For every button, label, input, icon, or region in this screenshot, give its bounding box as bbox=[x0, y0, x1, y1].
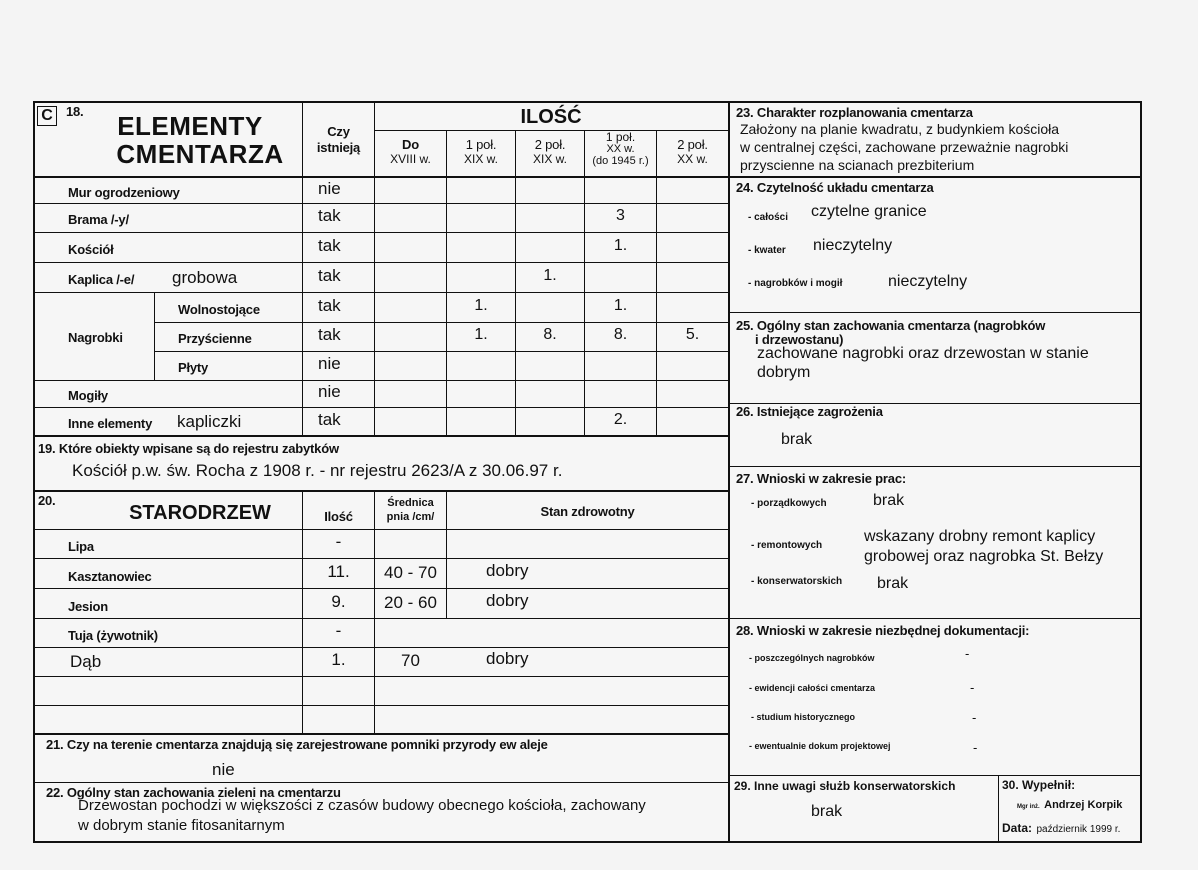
period-2-l2: XIX w. bbox=[463, 152, 498, 166]
q20-health-header: Stan zdrowotny bbox=[540, 504, 635, 519]
element-row-exists: tak bbox=[318, 295, 341, 315]
q24-item-1-label: - całości bbox=[748, 212, 789, 223]
q22-value-line1: Drzewostan pochodzi w większości z czasów budowy obecnego kościoła, zachowany bbox=[78, 797, 646, 814]
q27-kons-label: - konserwatorskich bbox=[751, 576, 843, 587]
q27-porz-value: brak bbox=[873, 492, 905, 509]
element-row-exists: tak bbox=[318, 265, 341, 285]
tree-row-name: Tuja (żywotnik) bbox=[68, 628, 158, 643]
tree-row-health: dobry bbox=[486, 560, 529, 580]
q23-label: 23. Charakter rozplanowania cmentarza bbox=[736, 105, 973, 120]
period-2-l1: 1 poł. bbox=[465, 137, 497, 152]
element-row-label: Inne elementy bbox=[68, 415, 153, 431]
tree-row-health: dobry bbox=[486, 649, 529, 668]
element-row-count: 1. bbox=[613, 236, 628, 254]
q19-value: Kościół p.w. św. Rocha z 1908 r. - nr rejestru 2623/A z 30.06.97 r. bbox=[72, 461, 563, 480]
q27-porz-label: - porządkowych bbox=[751, 498, 827, 509]
q22-label: 22. Ogólny stan zachowania zieleni na cmentarzu bbox=[46, 785, 341, 800]
q27-rem-value-l2: grobowej oraz nagrobka St. Bełzy bbox=[864, 548, 1104, 565]
section-title-line1: ELEMENTY bbox=[117, 111, 263, 141]
element-row-count: 1. bbox=[543, 266, 557, 284]
period-3-l1: 2 poł. bbox=[534, 137, 566, 152]
q20-title: STARODRZEW bbox=[129, 502, 271, 524]
q24-item-3-value: nieczytelny bbox=[888, 273, 968, 290]
tree-row-diameter: 20 - 60 bbox=[384, 592, 437, 612]
period-header-1 bbox=[375, 137, 446, 166]
element-row-exists: tak bbox=[318, 235, 341, 255]
q27-kons-value: brak bbox=[877, 575, 909, 592]
item-number: 18. bbox=[66, 104, 84, 119]
element-row-exists: nie bbox=[318, 178, 341, 198]
element-row-label: Wolnostojące bbox=[178, 301, 260, 317]
q21-value: nie bbox=[212, 760, 235, 779]
element-row-count: 5. bbox=[685, 326, 700, 343]
section-title-line2: CMENTARZA bbox=[116, 139, 284, 169]
q28-item-3-value: - bbox=[972, 710, 977, 725]
tree-row-count: - bbox=[335, 621, 342, 640]
q25-label-l1: 25. Ogólny stan zachowania cmentarza (nagrobków bbox=[736, 318, 1046, 333]
q20-count-header: Ilość bbox=[324, 509, 353, 524]
section-letter-box: C bbox=[37, 106, 57, 126]
q30-date-value: październik 1999 r. bbox=[1036, 824, 1121, 835]
tree-row-name: Dąb bbox=[70, 652, 102, 671]
period-header-5 bbox=[657, 137, 728, 166]
q28-item-1-label: - poszczególnych nagrobków bbox=[749, 653, 875, 663]
period-header-3 bbox=[516, 137, 584, 166]
q23-line3: przyscienne na scianach prezbiterium bbox=[740, 157, 975, 173]
q28-item-2-value: - bbox=[970, 680, 975, 695]
element-row-count: 1. bbox=[474, 326, 488, 343]
exists-header-l2: istnieją bbox=[316, 140, 361, 155]
period-1-l1: Do bbox=[402, 137, 419, 152]
q27-rem-label: - remontowych bbox=[751, 540, 823, 551]
element-row-label: Kaplica /-e/ bbox=[68, 271, 135, 287]
element-row-exists: nie bbox=[318, 382, 341, 401]
q30-title-prefix: Mgr inż. bbox=[1017, 804, 1040, 810]
q28-label: 28. Wnioski w zakresie niezbędnej dokumentacji: bbox=[736, 623, 1030, 638]
tree-row-count: 9. bbox=[331, 591, 346, 611]
q20-diam-l2: pnia /cm/ bbox=[386, 511, 435, 523]
tree-row-diameter: 70 bbox=[401, 651, 420, 670]
q26-value: brak bbox=[781, 431, 813, 448]
period-5-l2: XX w. bbox=[677, 152, 708, 166]
q28-item-4-label: - ewentualnie dokum projektowej bbox=[749, 741, 891, 751]
element-row-exists: tak bbox=[318, 206, 341, 225]
q24-label: 24. Czytelność układu cmentarza bbox=[736, 180, 934, 195]
q21-label: 21. Czy na terenie cmentarza znajdują się zarejestrowane pomniki przyrody ew aleje bbox=[46, 737, 548, 752]
period-header-2 bbox=[447, 137, 515, 166]
q23-line2: w centralnej części, zachowane przeważnie nagrobki bbox=[740, 139, 1069, 155]
element-row-count: 1. bbox=[474, 296, 488, 314]
q25-value-l2: dobrym bbox=[757, 364, 811, 381]
q20-number: 20. bbox=[38, 493, 56, 508]
q30-label: 30. Wypełnił: bbox=[1002, 778, 1076, 792]
q28-item-3-label: - studium historycznego bbox=[751, 712, 856, 722]
q28-item-2-label: - ewidencji całości cmentarza bbox=[749, 683, 876, 693]
element-row-label: Kościół bbox=[68, 241, 114, 257]
q20-diam-header bbox=[375, 496, 446, 524]
period-3-l2: XIX w. bbox=[532, 152, 567, 166]
element-row-exists: nie bbox=[318, 354, 341, 373]
q28-item-4-value: - bbox=[973, 740, 978, 755]
tree-row-name: Lipa bbox=[68, 539, 94, 554]
q29-value: brak bbox=[811, 803, 843, 820]
element-row-label: Mogiły bbox=[68, 388, 108, 403]
q25-value-l1: zachowane nagrobki oraz drzewostan w stanie bbox=[757, 345, 1089, 362]
element-row-extra: grobowa bbox=[172, 267, 238, 287]
q24-item-2-label: - kwater bbox=[748, 245, 786, 256]
quantity-header: ILOŚĆ bbox=[520, 106, 582, 128]
element-row-extra: kapliczki bbox=[177, 411, 242, 431]
q30-date bbox=[1002, 819, 1120, 837]
q28-item-1-value: - bbox=[965, 646, 970, 661]
q27-label: 27. Wnioski w zakresie prac: bbox=[736, 471, 906, 486]
q24-item-2-value: nieczytelny bbox=[813, 237, 893, 254]
element-row-exists: tak bbox=[318, 325, 341, 344]
element-row-count: 3 bbox=[616, 207, 625, 224]
tree-row-count: 1. bbox=[331, 650, 346, 669]
q19-label: 19. Które obiekty wpisane są do rejestru zabytków bbox=[38, 441, 339, 456]
q30-date-label: Data: bbox=[1002, 821, 1033, 835]
q26-label: 26. Istniejące zagrożenia bbox=[736, 404, 883, 419]
period-header-4 bbox=[585, 131, 656, 167]
element-row-label: Przyścienne bbox=[178, 331, 252, 346]
q24-item-3-label: - nagrobków i mogił bbox=[748, 278, 843, 289]
q22-value-line2: w dobrym stanie fitosanitarnym bbox=[78, 817, 285, 834]
q25-label-l2: i drzewostanu) bbox=[755, 332, 844, 347]
nagrobki-label: Nagrobki bbox=[68, 330, 123, 345]
exists-header-l1: Czy bbox=[327, 124, 350, 139]
period-4-l3: (do 1945 r.) bbox=[592, 155, 649, 167]
element-row-label: Płyty bbox=[178, 360, 209, 375]
period-5-l1: 2 poł. bbox=[677, 137, 708, 152]
element-row-count: 8. bbox=[613, 326, 628, 343]
period-1-l2: XVIII w. bbox=[390, 152, 431, 166]
q30-signer bbox=[1017, 795, 1122, 813]
q24-item-1-value: czytelne granice bbox=[811, 203, 927, 220]
element-row-count: 1. bbox=[613, 296, 628, 314]
element-row-count: 8. bbox=[543, 326, 557, 343]
tree-row-name: Kasztanowiec bbox=[68, 568, 152, 584]
period-4-l2: XX w. bbox=[606, 143, 635, 155]
q23-line1: Założony na planie kwadratu, z budynkiem kościoła bbox=[740, 121, 1060, 137]
q29-label: 29. Inne uwagi służb konserwatorskich bbox=[734, 779, 956, 793]
period-4-l1: 1 poł. bbox=[605, 130, 636, 144]
tree-row-diameter: 40 - 70 bbox=[384, 562, 437, 582]
q27-rem-value-l1: wskazany drobny remont kaplicy bbox=[864, 528, 1096, 545]
element-row-label: Brama /-y/ bbox=[68, 212, 129, 227]
tree-row-count: - bbox=[335, 532, 342, 551]
tree-row-health: dobry bbox=[486, 590, 529, 610]
element-row-label: Mur ogrodzeniowy bbox=[68, 184, 180, 200]
q20-diam-l1: Średnica bbox=[387, 497, 434, 509]
tree-row-count: 11. bbox=[327, 561, 350, 581]
q30-name: Andrzej Korpik bbox=[1044, 799, 1123, 811]
element-row-count: 2. bbox=[613, 410, 628, 428]
tree-row-name: Jesion bbox=[68, 598, 108, 614]
element-row-exists: tak bbox=[318, 409, 341, 429]
